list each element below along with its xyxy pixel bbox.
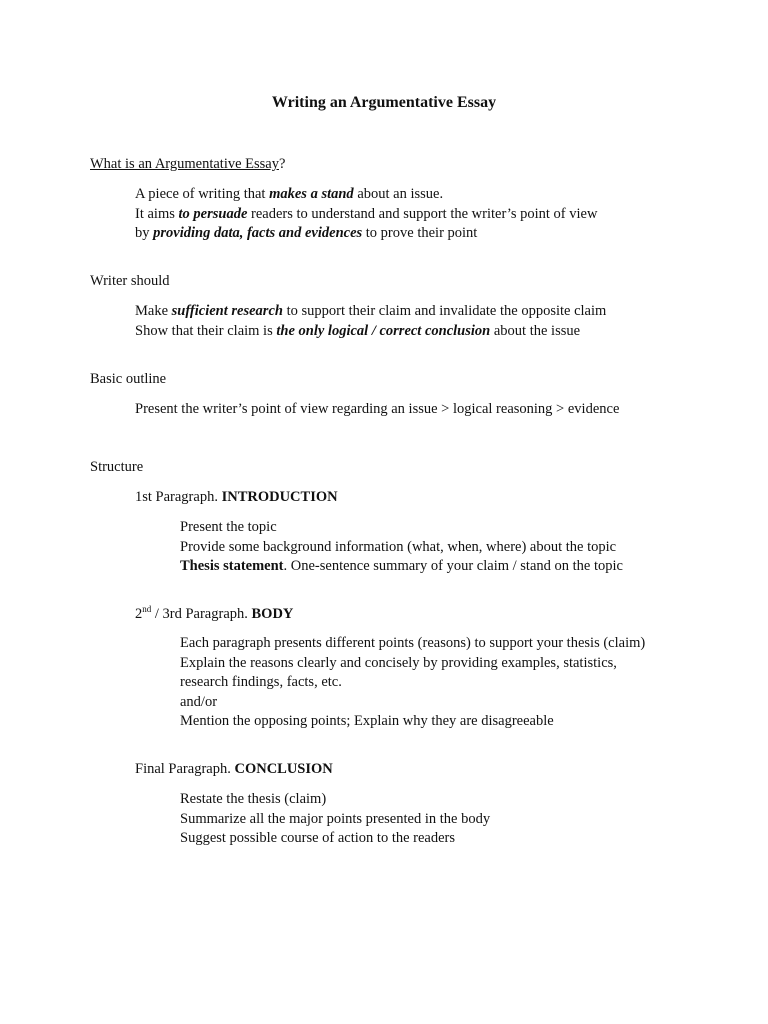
- conclusion-line-2: Summarize all the major points presented in the body: [180, 810, 491, 827]
- writer-should-block: [135, 302, 606, 341]
- emphasis-run: INTRODUCTION: [221, 489, 338, 505]
- body-line-1: Each paragraph presents different points (reasons) to support your thesis (claim): [180, 635, 646, 651]
- heading-what-is-text: What is an Argumentative Essay: [90, 156, 279, 172]
- what-is-line-1: [135, 185, 597, 205]
- conclusion-line-3: Suggest possible course of action to the readers: [180, 830, 456, 846]
- intro-block: [180, 518, 623, 577]
- text-run: Show that their claim is: [135, 322, 277, 339]
- text-run: readers to understand and support the writer’s point of view: [247, 205, 598, 222]
- text-run: . One-sentence summary of your claim / stand on the topic: [283, 558, 623, 574]
- text-run: 1st Paragraph.: [135, 489, 222, 505]
- text-run: It aims: [135, 205, 179, 222]
- heading-what-is-punct: ?: [279, 156, 286, 172]
- emphasis-run: CONCLUSION: [234, 761, 333, 777]
- emphasis-run: to persuade: [178, 205, 248, 222]
- body-line-5: Mention the opposing points; Explain why they are disagreeable: [180, 713, 554, 729]
- conclusion-line-1: Restate the thesis (claim): [180, 791, 327, 807]
- text-run: Final Paragraph.: [135, 761, 235, 777]
- document-title: Writing an Argumentative Essay: [271, 94, 497, 111]
- emphasis-run: BODY: [251, 606, 294, 622]
- text-run: Make: [135, 303, 172, 319]
- text-run: about an issue.: [353, 186, 444, 202]
- intro-line-3: [180, 557, 623, 577]
- body-paragraph-label: [135, 606, 293, 623]
- writer-should-line-2: [135, 322, 606, 342]
- intro-line-2: Provide some background information (what, when, where) about the topic: [180, 538, 617, 555]
- emphasis-run: Thesis statement: [180, 558, 284, 574]
- emphasis-run: makes a stand: [269, 186, 354, 202]
- text-run: to prove their point: [362, 225, 478, 241]
- body-line-4: and/or: [180, 693, 218, 710]
- what-is-line-3: [135, 224, 597, 244]
- text-run: to support their claim and invalidate the opposite claim: [282, 303, 607, 319]
- body-block: [180, 634, 645, 732]
- what-is-line-2: [135, 205, 597, 225]
- heading-basic-outline: Basic outline: [90, 371, 167, 387]
- emphasis-run: providing data, facts and evidences: [153, 225, 363, 241]
- text-run: about the issue: [490, 322, 581, 339]
- basic-outline-block: [135, 400, 619, 420]
- what-is-block: [135, 185, 597, 244]
- emphasis-run: sufficient research: [171, 303, 283, 319]
- text-run: 2: [135, 606, 143, 622]
- heading-writer-should: Writer should: [90, 273, 170, 289]
- conclusion-paragraph-label: [135, 761, 333, 778]
- writer-should-line-1: [135, 302, 606, 322]
- text-run: by: [135, 225, 154, 241]
- basic-outline-line: Present the writer’s point of view regarding an issue > logical reasoning > evidence: [135, 401, 620, 417]
- intro-line-1: Present the topic: [180, 519, 277, 535]
- heading-structure: Structure: [90, 459, 144, 475]
- emphasis-run: the only logical / correct conclusion: [276, 322, 491, 339]
- body-line-2: Explain the reasons clearly and concisely by providing examples, statistics,: [180, 654, 617, 671]
- text-run: A piece of writing that: [135, 186, 270, 202]
- conclusion-block: [180, 790, 490, 849]
- superscript-run: nd: [142, 604, 152, 615]
- intro-paragraph-label: [135, 489, 338, 506]
- text-run: / 3rd Paragraph.: [151, 606, 252, 622]
- body-line-3: research findings, facts, etc.: [180, 674, 342, 690]
- heading-what-is: [90, 156, 285, 173]
